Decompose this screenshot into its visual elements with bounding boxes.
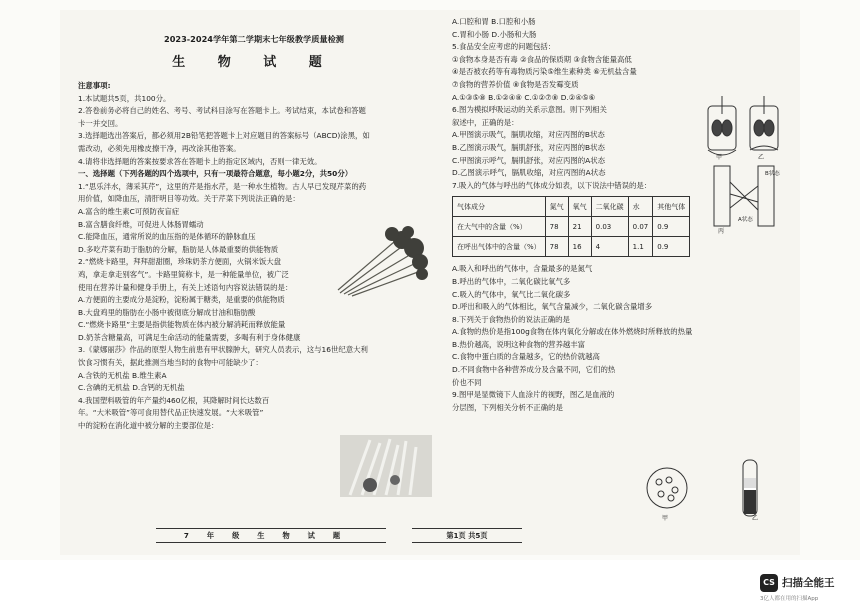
text-line: D.乙图演示呼气，膈肌收缩，对应丙图的A状态 <box>452 168 606 178</box>
text-line: 需改动，必须先用橡皮擦干净，再改涂其他答案。 <box>78 143 241 153</box>
text-line: 一、选择题（下列各题的四个选项中，只有一项最符合题意，每小题2分，共50分） <box>78 169 353 179</box>
table-cell: 21 <box>568 217 591 237</box>
table-header-cell: 氧气 <box>568 197 591 217</box>
text-line: 7.吸入的气体与呼出的气体成分如表，以下说法中错误的是： <box>452 180 652 190</box>
label-jia: 甲 <box>716 154 723 161</box>
footer-subject: 7年级生物试题 <box>156 528 386 543</box>
text-line: D.多吃芹菜有助于脂肪的分解，脂肪是人体最重要的供能物质 <box>78 244 279 254</box>
text-line: ①食物本身是否有毒 ②食品的保质期 ③食物含能量高低 <box>452 54 632 64</box>
text-line: A.食物的热价是指100g食物在体内氧化分解或在体外燃烧时所释放的热量 <box>452 327 693 337</box>
text-line: D.呼出和吸入的气体相比，氧气含量减少，二氧化碳含量增多 <box>452 302 653 312</box>
text-line: ④是否被农药等有毒物质污染⑤维生素种类 ⑥无机盐含量 <box>452 67 637 77</box>
text-line: 中的淀粉在消化道中被分解的主要部位是： <box>78 421 219 431</box>
subject-title: 生 物 试 题 <box>172 55 336 70</box>
text-line: 4.请将非选择题的答案按要求答在答题卡上的指定区域内，否则一律无效。 <box>78 156 322 166</box>
camscanner-name: 扫描全能王 <box>782 577 835 589</box>
bottom-bar <box>0 560 860 608</box>
table-cell: 78 <box>545 217 568 237</box>
text-line: B.热价越高，说明这种食物的营养越丰富 <box>452 339 586 349</box>
table-header-cell: 氮气 <box>545 197 568 217</box>
label-state-b: B状态 <box>765 171 780 177</box>
text-line: 叙述中，正确的是： <box>452 117 519 127</box>
text-line: C.吸入的气体中，氧气比二氧化碳多 <box>452 289 571 299</box>
camscanner-tagline: 3亿人都在用的扫描App <box>760 596 819 602</box>
camscanner-logo-icon: CS <box>760 574 778 592</box>
text-line: C.胃和小肠 D.小肠和大肠 <box>452 29 537 39</box>
rice-straw-image <box>340 435 432 497</box>
text-line: A.吸入和呼出的气体中，含量最多的是氮气 <box>452 264 593 274</box>
text-line: 鸡，拿走拿走别客气”。卡路里简称卡，是一种能量单位，被广泛 <box>78 269 289 279</box>
text-line: 注意事项: <box>78 81 111 90</box>
table-header-cell: 其他气体 <box>653 197 690 217</box>
text-line: 价也不同 <box>452 377 482 387</box>
table-header-row <box>453 197 690 217</box>
table-cell: 0.9 <box>653 237 690 257</box>
table-cell: 78 <box>545 237 568 257</box>
text-line: A.甲图演示吸气，膈肌收缩，对应丙图的B状态 <box>452 130 605 140</box>
text-line: B.大盘鸡里的脂肪在小肠中被彻底分解成甘油和脂肪酸 <box>78 307 256 317</box>
text-line: A.①③⑤⑧ B.①②④⑧ C.①②⑦⑧ D.②④⑤⑥ <box>452 92 596 102</box>
table-cell: 16 <box>568 237 591 257</box>
text-line: 9.图甲是显微镜下人血涂片的视野，图乙是血液的 <box>452 390 615 400</box>
text-line: C.食物中蛋白质的含量越多，它的热价就越高 <box>452 352 600 362</box>
text-line: A.含铁的无机盐 B.维生素A <box>78 370 167 380</box>
text-line: 分层图，下列相关分析不正确的是 <box>452 402 563 412</box>
text-line: 3.《蒙娜丽莎》作品的原型人物生前患有甲状腺肿大，研究人员表示，这与16世纪意大利 <box>78 345 368 355</box>
table-cell: 在大气中的含量（%） <box>453 217 546 237</box>
label-blood-yi: 乙 <box>752 515 759 522</box>
table-cell: 4 <box>591 237 628 257</box>
label-state-a: A状态 <box>738 217 753 223</box>
text-line: 2.答卷前务必将自己的姓名、考号、考试科目涂写在答题卡上。考试结束，本试卷和答题 <box>78 106 366 116</box>
text-line: 饮食习惯有关，据此推测当地当时的食物中可能缺少了： <box>78 358 263 368</box>
text-line: 3.选择题选出答案后，都必须用2B铅笔把答题卡上对应题目的答案标号（ABCD)涂黑，如 <box>78 131 370 141</box>
table-cell: 0.07 <box>628 217 653 237</box>
text-line: 5.食品安全应考虑的问题包括： <box>452 42 556 52</box>
text-line: D.不同食物中各种营养成分及含量不同，它们的热 <box>452 365 616 375</box>
text-line: 卡一并交回。 <box>78 118 123 128</box>
celery-image <box>330 218 430 298</box>
text-line: A.方便面的主要成分是淀粉，淀粉属于糖类，是重要的供能物质 <box>78 295 285 305</box>
text-line: 2.“燃烧卡路里，拜拜甜甜圈，珍珠奶茶方便面，火锅米饭大盘 <box>78 257 282 267</box>
table-row <box>453 217 690 237</box>
text-line: C.“燃烧卡路里”主要是指供能物质在体内被分解消耗而释放能量 <box>78 320 286 330</box>
text-line: C.能降血压，通常所说的血压指的是体循环的静脉血压 <box>78 232 256 242</box>
text-line: 使用在营养计量和健身手册上，有关上述语句内容说法错误的是： <box>78 282 293 292</box>
table-header-cell: 气体成分 <box>453 197 546 217</box>
text-line: B.呼出的气体中，二氧化碳比氧气多 <box>452 276 571 286</box>
text-line: A.口腔和胃 B.口腔和小肠 <box>452 17 536 26</box>
gas-composition-table <box>452 196 690 257</box>
text-line: B.乙图演示吸气，膈肌舒张，对应丙图的B状态 <box>452 142 605 152</box>
text-line: B.富含膳食纤维，可促进人体肠胃蠕动 <box>78 219 204 229</box>
text-line: ⑦食物的营养价值 ⑧食物是否发霉变质 <box>452 79 579 89</box>
text-line: A.富含的维生素C可预防夜盲症 <box>78 206 180 216</box>
text-line: 8.下列关于食物热价的说法正确的是 <box>452 314 570 324</box>
text-line: C.含碘的无机盐 D.含钙的无机盐 <box>78 383 185 393</box>
label-bing: 丙 <box>718 228 725 235</box>
exam-header: 2023-2024学年第二学期末七年级教学质量检测 <box>164 34 344 44</box>
table-header-cell: 二氧化碳 <box>591 197 628 217</box>
table-header-cell: 水 <box>628 197 653 217</box>
text-line: 年。“大米吸管”等可食用替代品正快速发展。“大米吸管” <box>78 408 264 418</box>
table-cell: 1.1 <box>628 237 653 257</box>
right-text-bottom <box>452 263 792 414</box>
table-cell: 0.03 <box>591 217 628 237</box>
text-line: 1.本试题共5页，共100分。 <box>78 93 171 103</box>
text-line: C.甲图演示呼气，膈肌舒张，对应丙图的A状态 <box>452 155 605 165</box>
text-line: D.奶茶含糖量高，可满足生命活动的能量需要，多喝有利于身体健康 <box>78 332 301 342</box>
footer-page-number: 第1页 共5页 <box>412 528 522 543</box>
text-line: 6.图为模拟呼吸运动的关系示意图。则下列相关 <box>452 105 607 115</box>
text-line: 用价值，如降血压，清肝明目等功效。关于芹菜下列说法正确的是： <box>78 194 300 204</box>
text-line: 1.“思乐泮水，薄采其芹”，这里的芹是指水芹，是一种水生植物。古人早已发现芹菜的药 <box>78 181 367 191</box>
label-blood-jia: 甲 <box>662 515 669 522</box>
table-cell: 0.9 <box>653 217 690 237</box>
table-cell: 在呼出气体中的含量（%） <box>453 237 546 257</box>
table-row <box>453 237 690 257</box>
text-line: 4.我国塑料吸管的年产量约460亿根，其降解时间长达数百 <box>78 395 270 405</box>
label-yi: 乙 <box>758 154 765 161</box>
